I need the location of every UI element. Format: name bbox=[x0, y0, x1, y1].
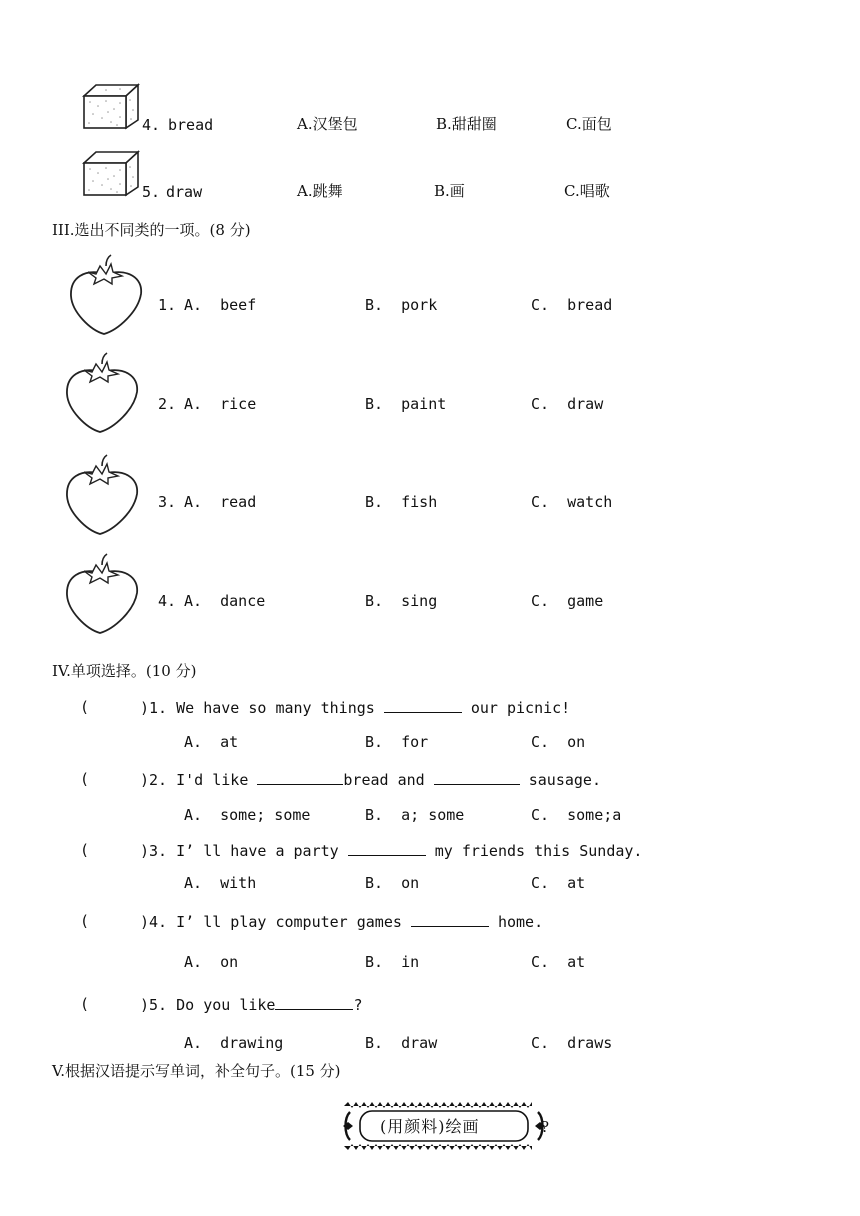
question-text bbox=[140, 770, 601, 789]
blank-line[interactable] bbox=[275, 995, 353, 1010]
question-pre: I’ ll play computer games bbox=[176, 913, 411, 931]
item-number: 1. bbox=[158, 296, 177, 314]
option-b: B. fish bbox=[365, 493, 438, 511]
question-post: my friends this Sunday. bbox=[425, 842, 643, 860]
question-number: )4. bbox=[140, 913, 168, 931]
option-c: C. some;a bbox=[531, 806, 622, 824]
item-word: bread bbox=[168, 116, 214, 134]
item-number: 2. bbox=[158, 395, 177, 413]
option-c: C. bread bbox=[531, 296, 613, 314]
option-b: B. sing bbox=[365, 592, 438, 610]
question-pre: I'd like bbox=[176, 771, 258, 789]
option-c: C. on bbox=[531, 733, 586, 751]
option-a: A. some; some bbox=[184, 806, 311, 824]
blank-line[interactable] bbox=[411, 912, 489, 927]
option-b: B. for bbox=[365, 733, 429, 751]
question-text bbox=[140, 841, 642, 860]
item-number: 4. bbox=[142, 116, 161, 134]
strawberry-icon bbox=[62, 352, 142, 436]
option-b: B. in bbox=[365, 953, 420, 971]
question-mid: bread and bbox=[343, 771, 434, 789]
answer-paren[interactable]: ( bbox=[80, 841, 90, 859]
strawberry-icon bbox=[62, 553, 142, 637]
option-a: A. rice bbox=[184, 395, 257, 413]
option-c: C. draw bbox=[531, 395, 604, 413]
item-number: 4. bbox=[158, 592, 177, 610]
question-post: sausage. bbox=[519, 771, 601, 789]
question-pre: We have so many things bbox=[176, 699, 384, 717]
question-text bbox=[140, 995, 363, 1014]
section-heading: V.根据汉语提示写单词，补全句子。(15 分) bbox=[52, 1062, 341, 1080]
answer-paren[interactable]: ( bbox=[80, 698, 90, 716]
option-b: B. pork bbox=[365, 296, 438, 314]
answer-paren[interactable]: ( bbox=[80, 770, 90, 788]
option-a: A. on bbox=[184, 953, 239, 971]
blank-line[interactable] bbox=[257, 770, 343, 785]
section-heading: III.选出不同类的一项。(8 分) bbox=[52, 221, 251, 239]
option-a: A.汉堡包 bbox=[297, 115, 358, 133]
question-number: )2. bbox=[140, 771, 168, 789]
option-b: B. a; some bbox=[365, 806, 465, 824]
question-post: our picnic! bbox=[461, 699, 571, 717]
answer-paren[interactable]: ( bbox=[80, 912, 90, 930]
question-number: )3. bbox=[140, 842, 168, 860]
option-a: A.跳舞 bbox=[297, 182, 343, 200]
option-b: B.画 bbox=[434, 182, 465, 200]
hint-trail: ? bbox=[541, 1118, 550, 1136]
item-number: 5. bbox=[142, 183, 161, 201]
option-b: B. on bbox=[365, 874, 420, 892]
strawberry-icon bbox=[62, 454, 142, 538]
option-c: C. at bbox=[531, 874, 586, 892]
question-pre: I’ ll have a party bbox=[176, 842, 348, 860]
option-c: C. watch bbox=[531, 493, 613, 511]
section-heading: IV.单项选择。(10 分) bbox=[52, 662, 197, 680]
question-post: ? bbox=[353, 996, 363, 1014]
question-number: )1. bbox=[140, 699, 168, 717]
blank-line[interactable] bbox=[348, 841, 426, 856]
blank-line[interactable] bbox=[384, 698, 462, 713]
option-b: B. draw bbox=[365, 1034, 438, 1052]
strawberry-icon bbox=[66, 254, 146, 338]
question-number: )5. bbox=[140, 996, 168, 1014]
option-b: B.甜甜圈 bbox=[436, 115, 497, 133]
question-text bbox=[140, 912, 543, 931]
item-word: draw bbox=[166, 183, 203, 201]
option-b: B. paint bbox=[365, 395, 447, 413]
blank-line[interactable] bbox=[434, 770, 520, 785]
answer-paren[interactable]: ( bbox=[80, 995, 90, 1013]
question-text bbox=[140, 698, 570, 717]
item-number: 3. bbox=[158, 493, 177, 511]
option-c: C. draws bbox=[531, 1034, 613, 1052]
cube-icon bbox=[80, 82, 140, 130]
option-a: A. dance bbox=[184, 592, 266, 610]
question-pre: Do you like bbox=[176, 996, 276, 1014]
option-a: A. beef bbox=[184, 296, 257, 314]
option-c: C. at bbox=[531, 953, 586, 971]
option-c: C.面包 bbox=[566, 115, 612, 133]
cube-icon bbox=[80, 149, 140, 197]
option-c: C. game bbox=[531, 592, 604, 610]
option-a: A. with bbox=[184, 874, 257, 892]
hint-text: (用颜料)绘画 bbox=[380, 1117, 480, 1136]
option-c: C.唱歌 bbox=[564, 182, 610, 200]
option-a: A. drawing bbox=[184, 1034, 284, 1052]
option-a: A. at bbox=[184, 733, 239, 751]
option-a: A. read bbox=[184, 493, 257, 511]
question-post: home. bbox=[488, 913, 544, 931]
